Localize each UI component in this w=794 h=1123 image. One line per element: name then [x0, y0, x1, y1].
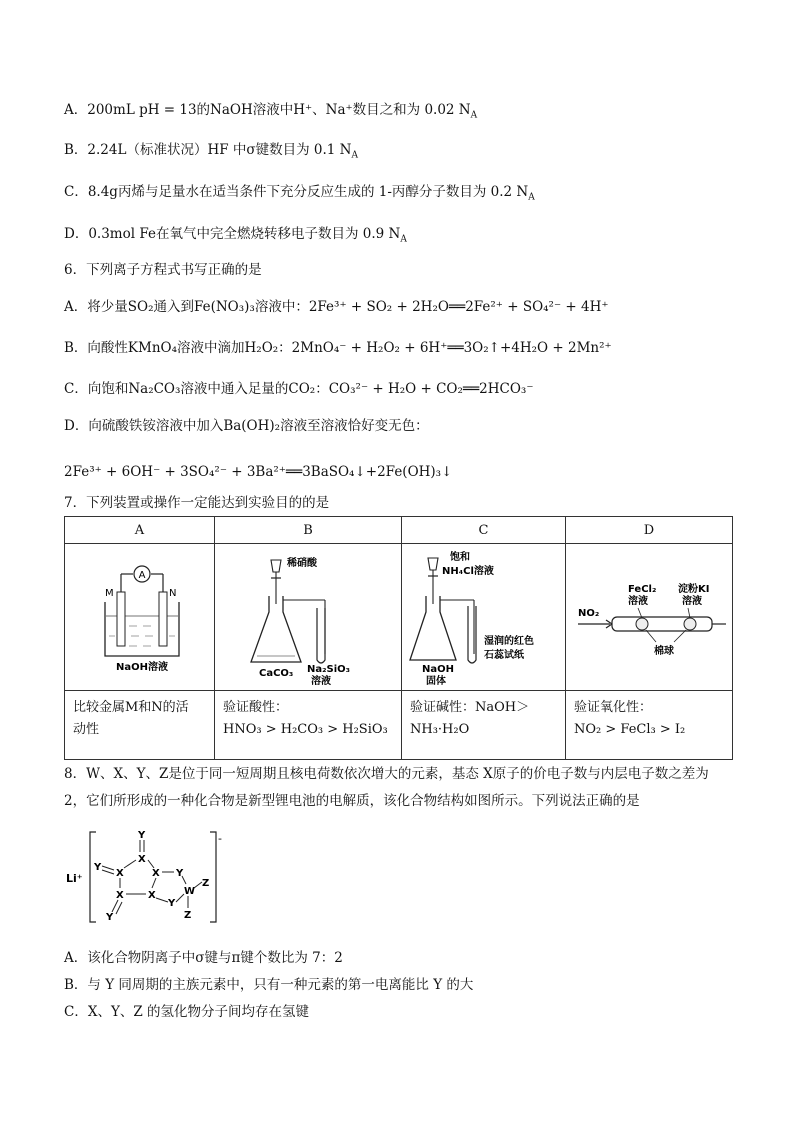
svg-text:饱和: 饱和 [450, 552, 470, 563]
caption-c: 验证碱性：NaOH＞ NH₃·H₂O [402, 691, 566, 760]
electrode-m [117, 592, 125, 646]
svg-text:石蕊试纸: 石蕊试纸 [484, 650, 524, 661]
svg-text:A: A [138, 570, 146, 581]
q6-option-b: B．向酸性KMnO₄溶液中滴加H₂O₂：2MnO₄⁻ + H₂O₂ + 6H⁺══3O₂↑+4H₂O + 2Mn²⁺ [64, 340, 612, 356]
q5-option-d: D．0.3mol Fe在氧气中完全燃烧转移电子数目为 0.9 $N_A$ [64, 226, 407, 245]
svg-text:Y: Y [176, 868, 184, 879]
svg-text:Y: Y [106, 912, 114, 923]
q6-stem: 6．下列离子方程式书写正确的是 [64, 262, 262, 278]
q6-option-d: D．向硫酸铁铵溶液中加入Ba(OH)₂溶液至溶液恰好变无色： [64, 418, 429, 434]
svg-text:X: X [138, 854, 146, 865]
q5-option-c: C．8.4g丙烯与足量水在适当条件下充分反应生成的 1-丙醇分子数目为 0.2 $N_A$ [64, 184, 535, 203]
ammonia-apparatus [402, 544, 565, 686]
conical-flask [251, 596, 301, 662]
svg-text:Y: Y [138, 830, 146, 841]
figure-b-cell [215, 544, 402, 691]
svg-text:Z: Z [184, 910, 192, 921]
svg-text:Y: Y [94, 862, 102, 873]
q8-stem-line2: 2，它们所形成的一种化合物是新型锂电池的电解质，该化合物结构如图所示。下列说法正确的是 [64, 793, 640, 809]
q7-experiment-table [64, 516, 733, 760]
svg-text:NaOH溶液: NaOH溶液 [116, 662, 168, 673]
atom-labels [93, 830, 209, 923]
anion-structure-diagram [64, 820, 244, 930]
svg-text:FeCl₂: FeCl₂ [628, 584, 657, 595]
q6-option-d-equation: 2Fe³⁺ + 6OH⁻ + 3SO₄²⁻ + 3Ba²⁺══3BaSO₄↓+2Fe(OH)₃↓ [64, 464, 453, 480]
q5-option-b: B．2.24L（标准状况）HF 中σ键数目为 0.1 $N_A$ [64, 142, 358, 161]
svg-text:NaOH: NaOH [422, 664, 454, 675]
svg-text:Li⁺: Li⁺ [66, 872, 83, 885]
col-header-d: D [566, 517, 733, 544]
svg-text:棉球: 棉球 [654, 646, 674, 657]
caption-d: 验证氧化性： NO₂ > FeCl₃ > I₂ [566, 691, 733, 760]
svg-text:淀粉KI: 淀粉KI [678, 584, 710, 595]
svg-text:CaCO₃: CaCO₃ [259, 668, 294, 679]
figure-d-cell [566, 544, 733, 691]
caption-a: 比较金属M和N的活 动性 [65, 691, 215, 760]
svg-text:溶液: 溶液 [311, 676, 331, 686]
figure-c-cell [402, 544, 566, 691]
caption-b: 验证酸性： HNO₃ > H₂CO₃ > H₂SiO₃ [215, 691, 402, 760]
dropping-funnel [428, 558, 438, 570]
svg-text:溶液: 溶液 [628, 596, 648, 607]
beaker [105, 602, 179, 656]
svg-text:稀硝酸: 稀硝酸 [287, 558, 317, 569]
q5-option-a: A．200mL pH = 13的NaOH溶液中H⁺、Na⁺数目之和为 0.02 $N_A$ [64, 102, 478, 121]
q8-option-c: C．X、Y、Z 的氢化物分子间均存在氢键 [64, 1004, 310, 1020]
svg-text:Z: Z [202, 878, 210, 889]
test-tube [317, 608, 325, 663]
svg-text:湿润的红色: 湿润的红色 [484, 636, 534, 647]
right-bracket [210, 832, 216, 922]
svg-text:固体: 固体 [426, 676, 446, 686]
glass-tube [612, 617, 712, 631]
cotton-ball-2 [684, 618, 696, 630]
svg-text:X: X [116, 868, 124, 879]
svg-text:W: W [184, 886, 196, 897]
col-header-c: C [402, 517, 566, 544]
oxidation-tube-apparatus [566, 544, 732, 686]
q7-stem: 7．下列装置或操作一定能达到实验目的的是 [64, 495, 330, 511]
svg-text:M: M [105, 588, 114, 599]
svg-text:-: - [218, 832, 222, 845]
svg-text:Y: Y [168, 898, 176, 909]
galvanic-cell-diagram [65, 544, 214, 686]
col-header-b: B [215, 517, 402, 544]
q6-option-a: A．将少量SO₂通入到Fe(NO₃)₃溶液中：2Fe³⁺ + SO₂ + 2H₂O══2Fe²⁺ + SO₄²⁻ + 4H⁺ [64, 299, 609, 315]
q6-option-c: C．向饱和Na₂CO₃溶液中通入足量的CO₂：CO₃²⁻ + H₂O + CO₂══2HCO₃⁻ [64, 381, 534, 397]
svg-text:溶液: 溶液 [682, 596, 702, 607]
acid-strength-apparatus [215, 544, 401, 686]
electrode-n [159, 592, 167, 646]
left-bracket [90, 832, 96, 922]
cotton-ball-1 [636, 618, 648, 630]
q8-stem-line1: 8．W、X、Y、Z是位于同一短周期且核电荷数依次增大的元素，基态 X原子的价电子数与内层电子数之差为 [64, 766, 709, 782]
svg-text:X: X [148, 890, 156, 901]
svg-text:NO₂: NO₂ [578, 608, 600, 619]
dropping-funnel [271, 560, 281, 572]
figure-a-cell [65, 544, 215, 691]
svg-text:X: X [152, 868, 160, 879]
test-tube [468, 606, 476, 663]
conical-flask [410, 596, 456, 660]
q8-option-b: B．与 Y 同周期的主族元素中，只有一种元素的第一电离能比 Y 的大 [64, 977, 474, 993]
svg-text:NH₄Cl溶液: NH₄Cl溶液 [442, 566, 494, 577]
col-header-a: A [65, 517, 215, 544]
q8-option-a: A．该化合物阴离子中σ键与π键个数比为 7：2 [64, 950, 343, 966]
svg-text:N: N [169, 588, 177, 599]
svg-text:X: X [116, 890, 124, 901]
svg-text:Na₂SiO₃: Na₂SiO₃ [307, 664, 351, 675]
